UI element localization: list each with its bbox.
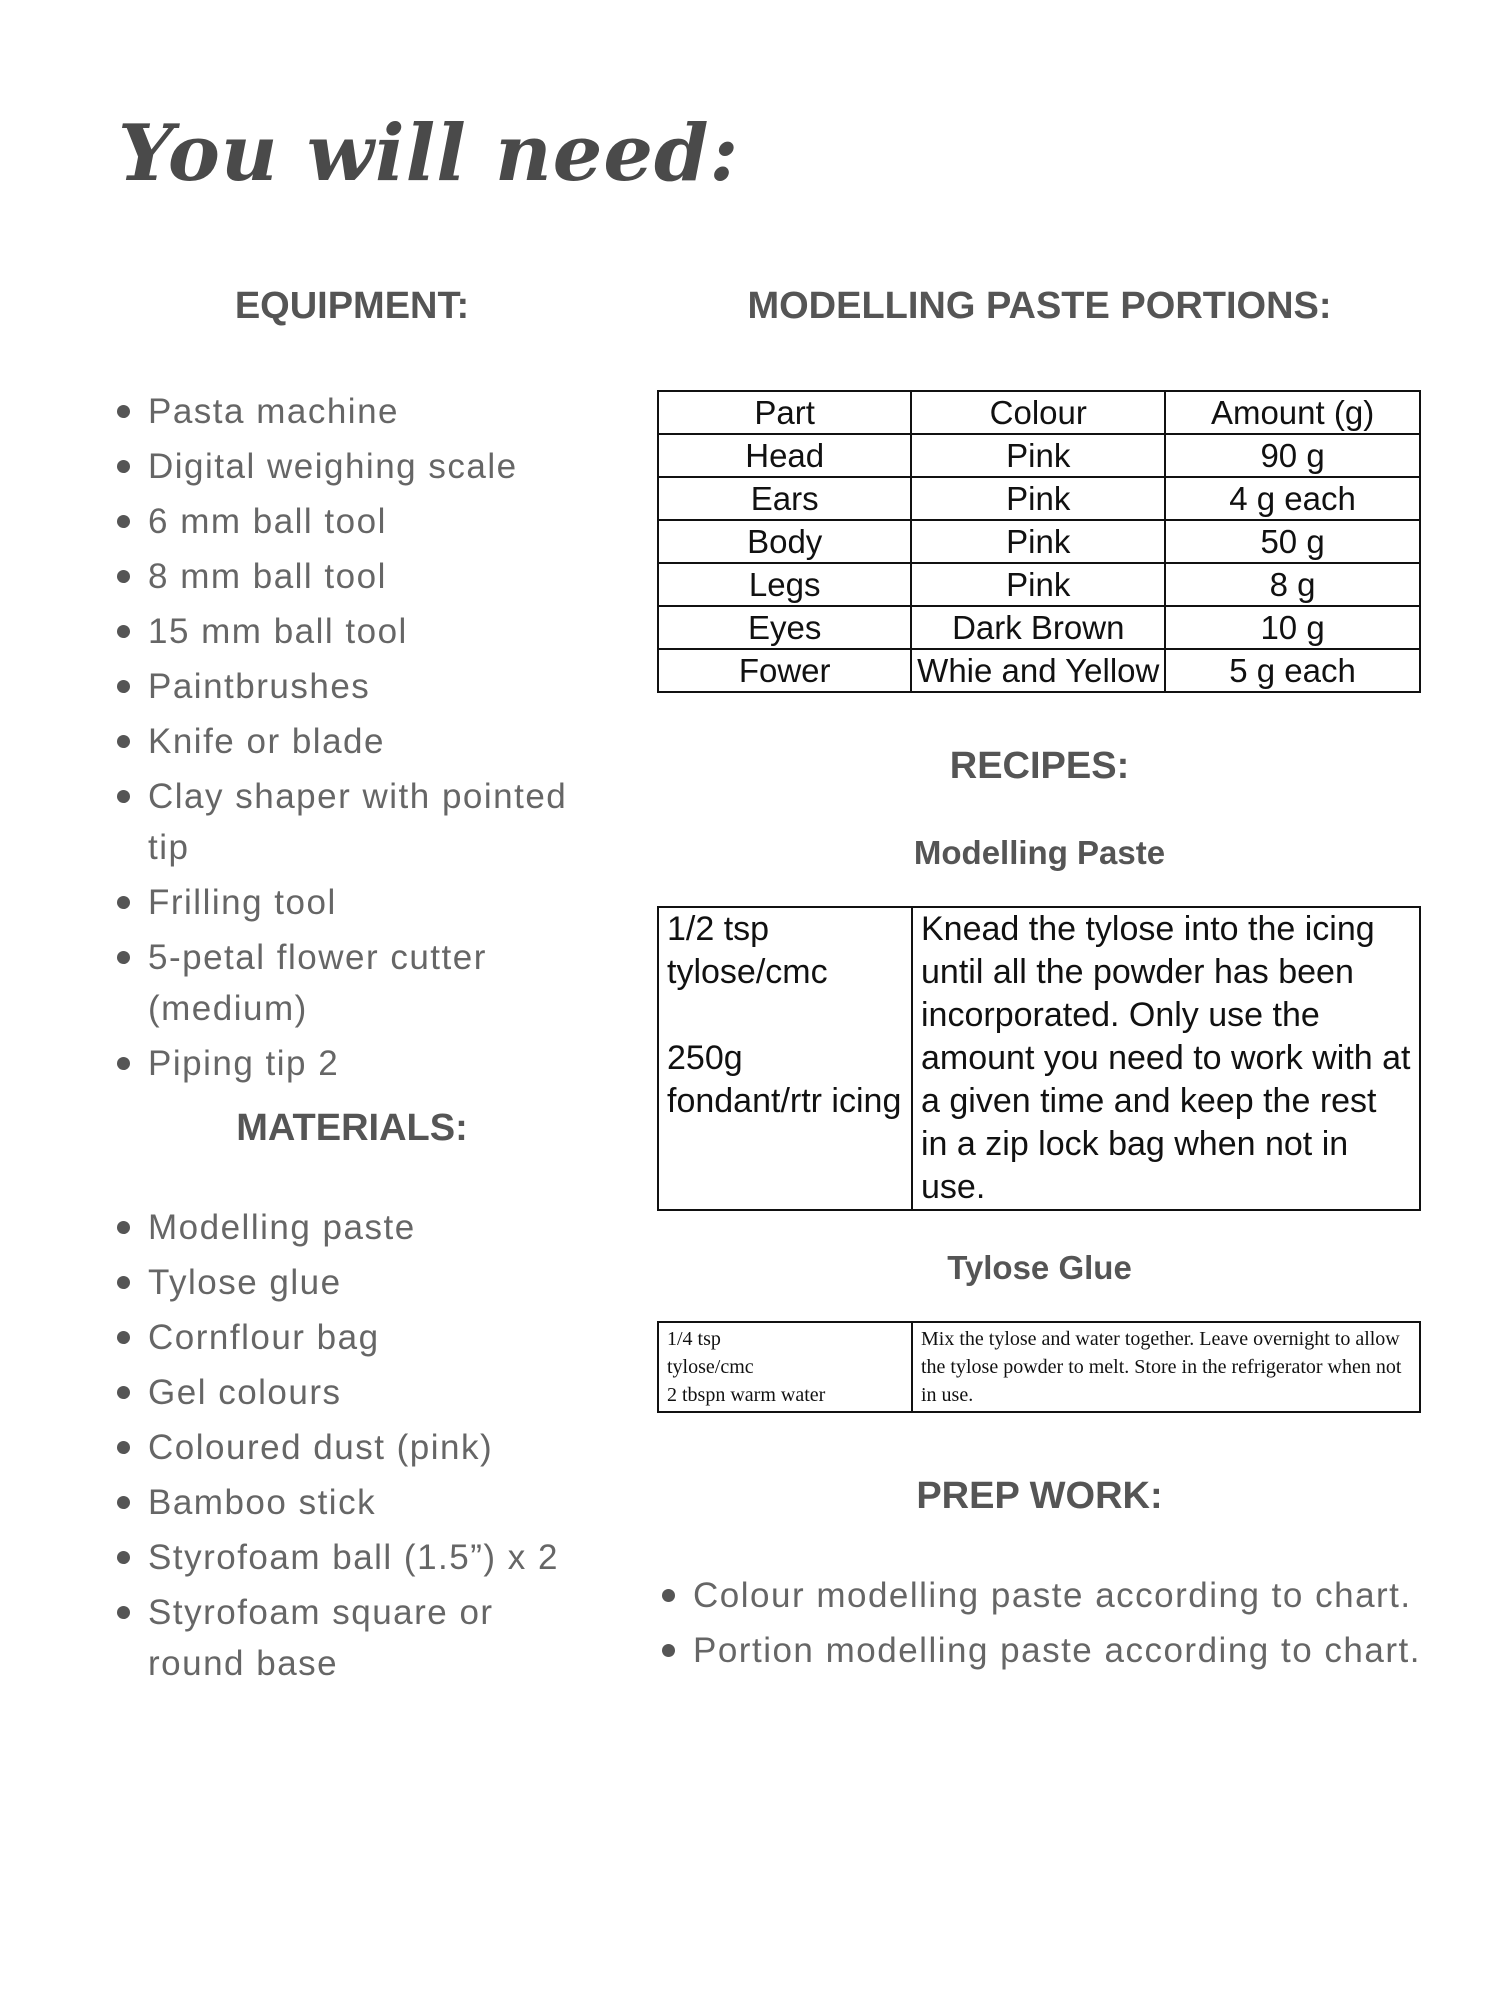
bullet-icon bbox=[662, 1644, 675, 1657]
portions-heading: MODELLING PASTE PORTIONS: bbox=[747, 285, 1332, 327]
table-row bbox=[658, 434, 1420, 477]
page-title: You will need: bbox=[118, 108, 740, 199]
column-header: Amount (g) bbox=[1165, 391, 1420, 434]
list-item: Frilling tool bbox=[112, 877, 592, 928]
table-cell: Eyes bbox=[658, 606, 911, 649]
table-cell: 5 g each bbox=[1165, 649, 1420, 692]
table-cell: Body bbox=[658, 520, 911, 563]
list-item: Tylose glue bbox=[112, 1257, 592, 1308]
table-cell: 8 g bbox=[1165, 563, 1420, 606]
bullet-icon bbox=[117, 680, 130, 693]
bullet-icon bbox=[117, 735, 130, 748]
recipe-method: Mix the tylose and water together. Leave overnight to allow the tylose powder to melt. Store in the refrigerator when not in use. bbox=[912, 1322, 1420, 1412]
table-row bbox=[658, 520, 1420, 563]
recipe-ingredients: 1/4 tsp tylose/cmc 2 tbspn warm water bbox=[658, 1322, 912, 1412]
table-cell: 90 g bbox=[1165, 434, 1420, 477]
bullet-icon bbox=[117, 1057, 130, 1070]
table-cell: Head bbox=[658, 434, 911, 477]
bullet-icon bbox=[117, 951, 130, 964]
list-item: Pasta machine bbox=[112, 386, 592, 437]
table-cell: 4 g each bbox=[1165, 477, 1420, 520]
table-header-row bbox=[658, 391, 1420, 434]
table-cell: Pink bbox=[911, 477, 1165, 520]
table-cell: 10 g bbox=[1165, 606, 1420, 649]
list-item: Styrofoam ball (1.5”) x 2 bbox=[112, 1532, 592, 1583]
list-item: 15 mm ball tool bbox=[112, 606, 592, 657]
equipment-heading: EQUIPMENT: bbox=[234, 285, 470, 327]
equipment-list bbox=[112, 386, 592, 1089]
bullet-icon bbox=[117, 1221, 130, 1234]
table-row bbox=[658, 606, 1420, 649]
modelling-paste-heading: Modelling Paste bbox=[913, 834, 1166, 871]
table-cell: Dark Brown bbox=[911, 606, 1165, 649]
list-item: Gel colours bbox=[112, 1367, 592, 1418]
table-row bbox=[658, 477, 1420, 520]
modelling-paste-recipe-table bbox=[657, 906, 1421, 1211]
table-cell: Fower bbox=[658, 649, 911, 692]
list-item: Knife or blade bbox=[112, 716, 592, 767]
bullet-icon bbox=[117, 460, 130, 473]
list-item: Portion modelling paste according to chart. bbox=[657, 1625, 1422, 1676]
bullet-icon bbox=[117, 405, 130, 418]
list-item: Bamboo stick bbox=[112, 1477, 592, 1528]
bullet-icon bbox=[117, 1276, 130, 1289]
list-item: Digital weighing scale bbox=[112, 441, 592, 492]
right-column bbox=[657, 285, 1422, 1680]
tylose-glue-recipe-table bbox=[657, 1321, 1421, 1413]
materials-list bbox=[112, 1202, 592, 1689]
bullet-icon bbox=[117, 570, 130, 583]
list-item: Styrofoam square or round base bbox=[112, 1587, 592, 1689]
list-item: Cornflour bag bbox=[112, 1312, 592, 1363]
bullet-icon bbox=[117, 790, 130, 803]
table-row bbox=[658, 649, 1420, 692]
column-header: Part bbox=[658, 391, 911, 434]
table-row bbox=[658, 563, 1420, 606]
table-cell: Pink bbox=[911, 563, 1165, 606]
bullet-icon bbox=[117, 1441, 130, 1454]
bullet-icon bbox=[117, 1606, 130, 1619]
bullet-icon bbox=[117, 1386, 130, 1399]
table-cell: Legs bbox=[658, 563, 911, 606]
list-item: Colour modelling paste according to chart. bbox=[657, 1570, 1422, 1621]
prep-work-heading: PREP WORK: bbox=[916, 1475, 1163, 1517]
bullet-icon bbox=[117, 896, 130, 909]
table-row bbox=[658, 1322, 1420, 1412]
bullet-icon bbox=[117, 1496, 130, 1509]
table-cell: Pink bbox=[911, 434, 1165, 477]
list-item: Clay shaper with pointed tip bbox=[112, 771, 592, 873]
list-item: Modelling paste bbox=[112, 1202, 592, 1253]
table-cell: Pink bbox=[911, 520, 1165, 563]
materials-heading: MATERIALS: bbox=[236, 1107, 468, 1149]
portions-table bbox=[657, 390, 1421, 693]
recipe-method: Knead the tylose into the icing until all the powder has been incorporated. Only use the amount you need to work with at a given time and keep the rest in a zip lock bag when not in use. bbox=[912, 907, 1420, 1210]
bullet-icon bbox=[117, 625, 130, 638]
table-cell: Whie and Yellow bbox=[911, 649, 1165, 692]
list-item: Paintbrushes bbox=[112, 661, 592, 712]
list-item: Piping tip 2 bbox=[112, 1038, 592, 1089]
list-item: Coloured dust (pink) bbox=[112, 1422, 592, 1473]
recipes-heading: RECIPES: bbox=[949, 745, 1130, 787]
column-header: Colour bbox=[911, 391, 1165, 434]
table-row bbox=[658, 907, 1420, 1210]
table-cell: 50 g bbox=[1165, 520, 1420, 563]
left-column bbox=[112, 285, 592, 1693]
list-item: 5-petal flower cutter (medium) bbox=[112, 932, 592, 1034]
prep-work-list bbox=[657, 1570, 1422, 1676]
bullet-icon bbox=[117, 1551, 130, 1564]
table-cell: Ears bbox=[658, 477, 911, 520]
list-item: 8 mm ball tool bbox=[112, 551, 592, 602]
list-item: 6 mm ball tool bbox=[112, 496, 592, 547]
bullet-icon bbox=[117, 515, 130, 528]
tylose-glue-heading: Tylose Glue bbox=[947, 1249, 1132, 1286]
bullet-icon bbox=[662, 1589, 675, 1602]
recipe-ingredients: 1/2 tsp tylose/cmc 250g fondant/rtr icing bbox=[658, 907, 912, 1210]
bullet-icon bbox=[117, 1331, 130, 1344]
